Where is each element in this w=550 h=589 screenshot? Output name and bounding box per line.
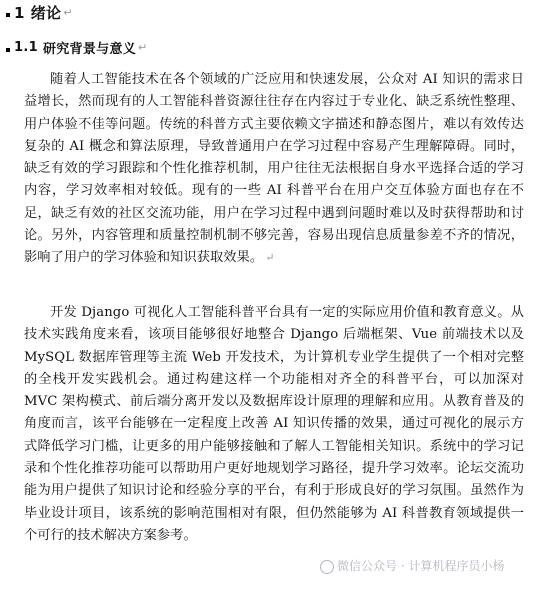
body-paragraph xyxy=(24,302,524,547)
paragraph-mark-icon: ↵ xyxy=(265,251,275,265)
chapter-heading xyxy=(6,2,73,23)
wechat-icon xyxy=(320,560,334,574)
section-title: 研究背景与意义 xyxy=(42,42,137,57)
paragraph-text: 随着人工智能技术在各个领域的广泛应用和快速发展，公众对 AI 知识的需求日益增长，然而现有的人工智能科普资源往往存在内容过于专业化、缺乏系统性整理、用户体验不佳等问题。传统的科普方式主要依赖文字描述和静态图片，难以有效传达复杂的 AI 概念和算法原理，导致普通用户在学习过程中容易产生理解障碍。同时，缺乏有效的学习跟踪和个性化推荐机制，用户往往无法根据自身水平选择合适的学习内容，学习效率相对较低。现有的一些 AI 科普平台在用户交互体验方面也存在不足，缺乏有效的社区交流功能，用户在学习过程中遇到问题时难以及时获得帮助和讨论。另外，内容管理和质量控制机制不够完善，容易出现信息质量参差不齐的情况，影响了用户的学习体验和知识获取效果。 xyxy=(24,72,524,266)
paragraph-mark-icon: ↵ xyxy=(63,6,73,19)
chapter-number: 1 xyxy=(14,3,25,22)
watermark xyxy=(320,557,504,574)
body-paragraph xyxy=(24,69,524,270)
section-number: 1.1 xyxy=(14,40,38,55)
list-bullet-icon xyxy=(6,13,10,17)
chapter-title: 绪论 xyxy=(30,4,62,22)
section-heading xyxy=(6,38,147,57)
paragraph-mark-icon: ↵ xyxy=(138,41,148,54)
watermark-text: 微信公众号 · 计算机程序员小杨 xyxy=(337,559,505,573)
paragraph-text: 开发 Django 可视化人工智能科普平台具有一定的实际应用价值和教育意义。从技术实践角度来看，该项目能够很好地整合 Django 后端框架、Vue 前端技术以及 MySQL 数据库管理等主流 Web 开发技术，为计算机专业学生提供了一个相对完整的全栈开发实践机会。通过构建这样一个功能相对齐全的科普平台，可以加深对 MVC 架构模式、前后端分离开发以及数据库设计原理的理解和应用。从教育普及的角度而言，该平台能够在一定程度上改善 AI 知识传播的效果，通过可视化的展示方式降低学习门槛，让更多的用户能够接触和了解人工智能相关知识。系统中的学习记录和个性化推荐功能可以帮助用户更好地规划学习路径，提升学习效率。论坛交流功能为用户提供了知识讨论和经验分享的平台，有利于形成良好的学习氛围。虽然作为毕业设计项目，该系统的影响范围相对有限，但仍然能够为 AI 科普教育领域提供一个可行的技术解决方案参考。 xyxy=(24,305,524,543)
list-bullet-icon xyxy=(6,48,10,52)
